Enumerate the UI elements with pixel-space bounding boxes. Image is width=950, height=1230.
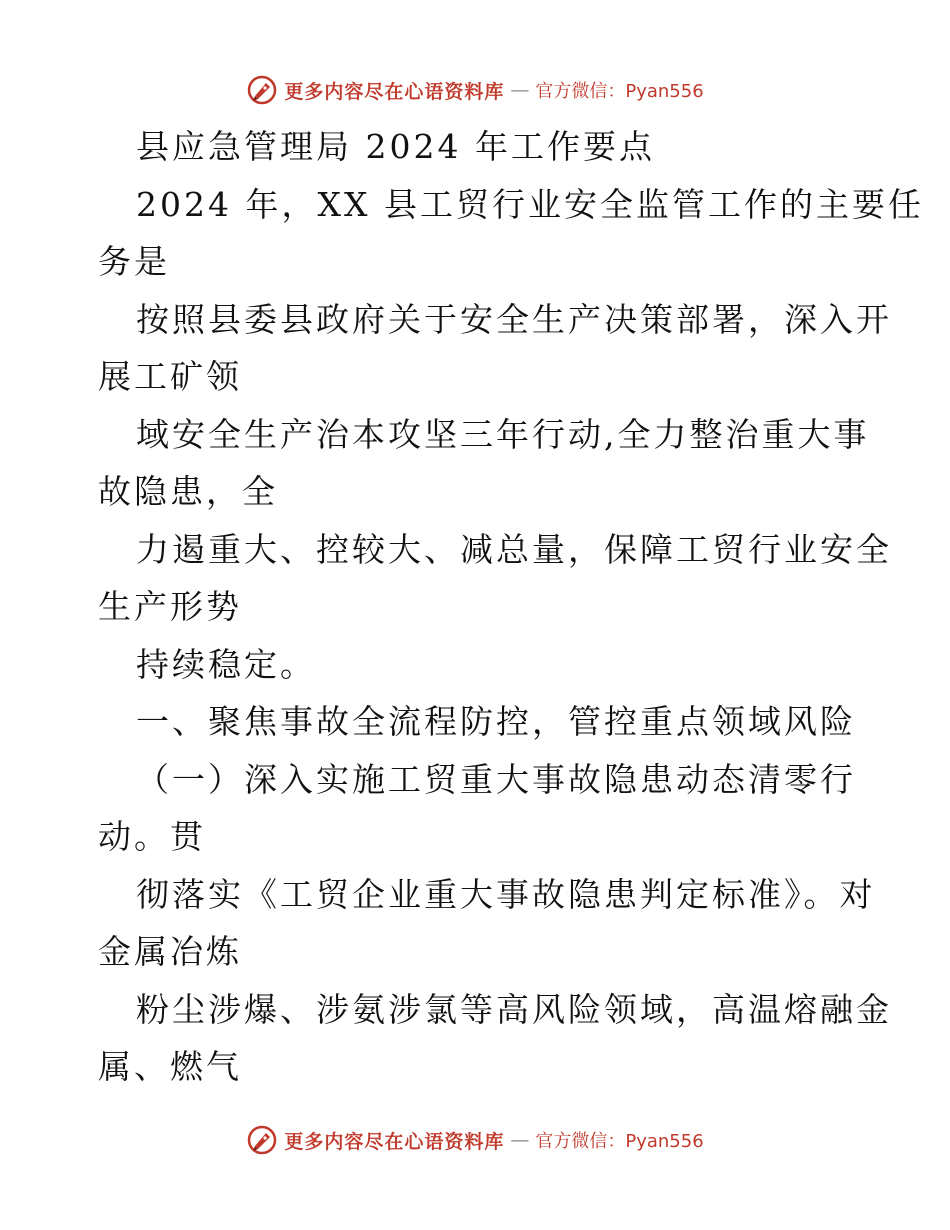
- section-heading: 一、聚焦事故全流程防控，管控重点领域风险: [136, 702, 856, 741]
- document-body: [98, 118, 924, 1096]
- paragraph-line: 金属冶炼: [98, 932, 242, 971]
- header-separator: —: [510, 79, 530, 101]
- paragraph-line: 持续稳定。: [136, 644, 316, 684]
- footer-banner-inner: [246, 1124, 703, 1156]
- footer-brand-text: 更多内容尽在心语资料库: [284, 1130, 505, 1153]
- paragraph-line: 按照县委县政府关于安全生产决策部署，深入开: [136, 299, 892, 339]
- paragraph-line: 属、燃气: [98, 1047, 242, 1086]
- paragraph-line: 粉尘涉爆、涉氨涉氯等高风险领域，高温熔融金: [136, 989, 892, 1029]
- paragraph-line: 动。贯: [98, 817, 206, 856]
- paragraph-line: 故隐患，全: [98, 472, 278, 511]
- paragraph-line: 生产形势: [98, 587, 242, 626]
- footer-separator: —: [510, 1129, 530, 1151]
- subsection-heading: （一）深入实施工贸重大事故隐患动态清零行: [136, 759, 856, 799]
- document-title: 县应急管理局 2024 年工作要点: [136, 127, 655, 166]
- paragraph-line: 务是: [98, 242, 170, 281]
- fountain-pen-logo-icon: [246, 74, 278, 106]
- paragraph-line: 力遏重大、控较大、减总量，保障工贸行业安全: [136, 529, 892, 569]
- header-banner-inner: [246, 74, 703, 106]
- paragraph-line: 2024 年，XX 县工贸行业安全监管工作的主要任: [136, 184, 924, 224]
- paragraph-line: 展工矿领: [98, 357, 242, 396]
- paragraph-line: 域安全生产治本攻坚三年行动,全力整治重大事: [136, 414, 870, 454]
- header-contact: 官方微信：Pyan556: [535, 81, 704, 102]
- footer-contact: 官方微信：Pyan556: [535, 1131, 704, 1152]
- fountain-pen-logo-icon: [246, 1124, 278, 1156]
- paragraph-line: 彻落实《工贸企业重大事故隐患判定标准》。对: [136, 874, 876, 914]
- header-banner: [0, 70, 950, 110]
- header-brand-text: 更多内容尽在心语资料库: [284, 80, 505, 103]
- footer-banner: [0, 1120, 950, 1160]
